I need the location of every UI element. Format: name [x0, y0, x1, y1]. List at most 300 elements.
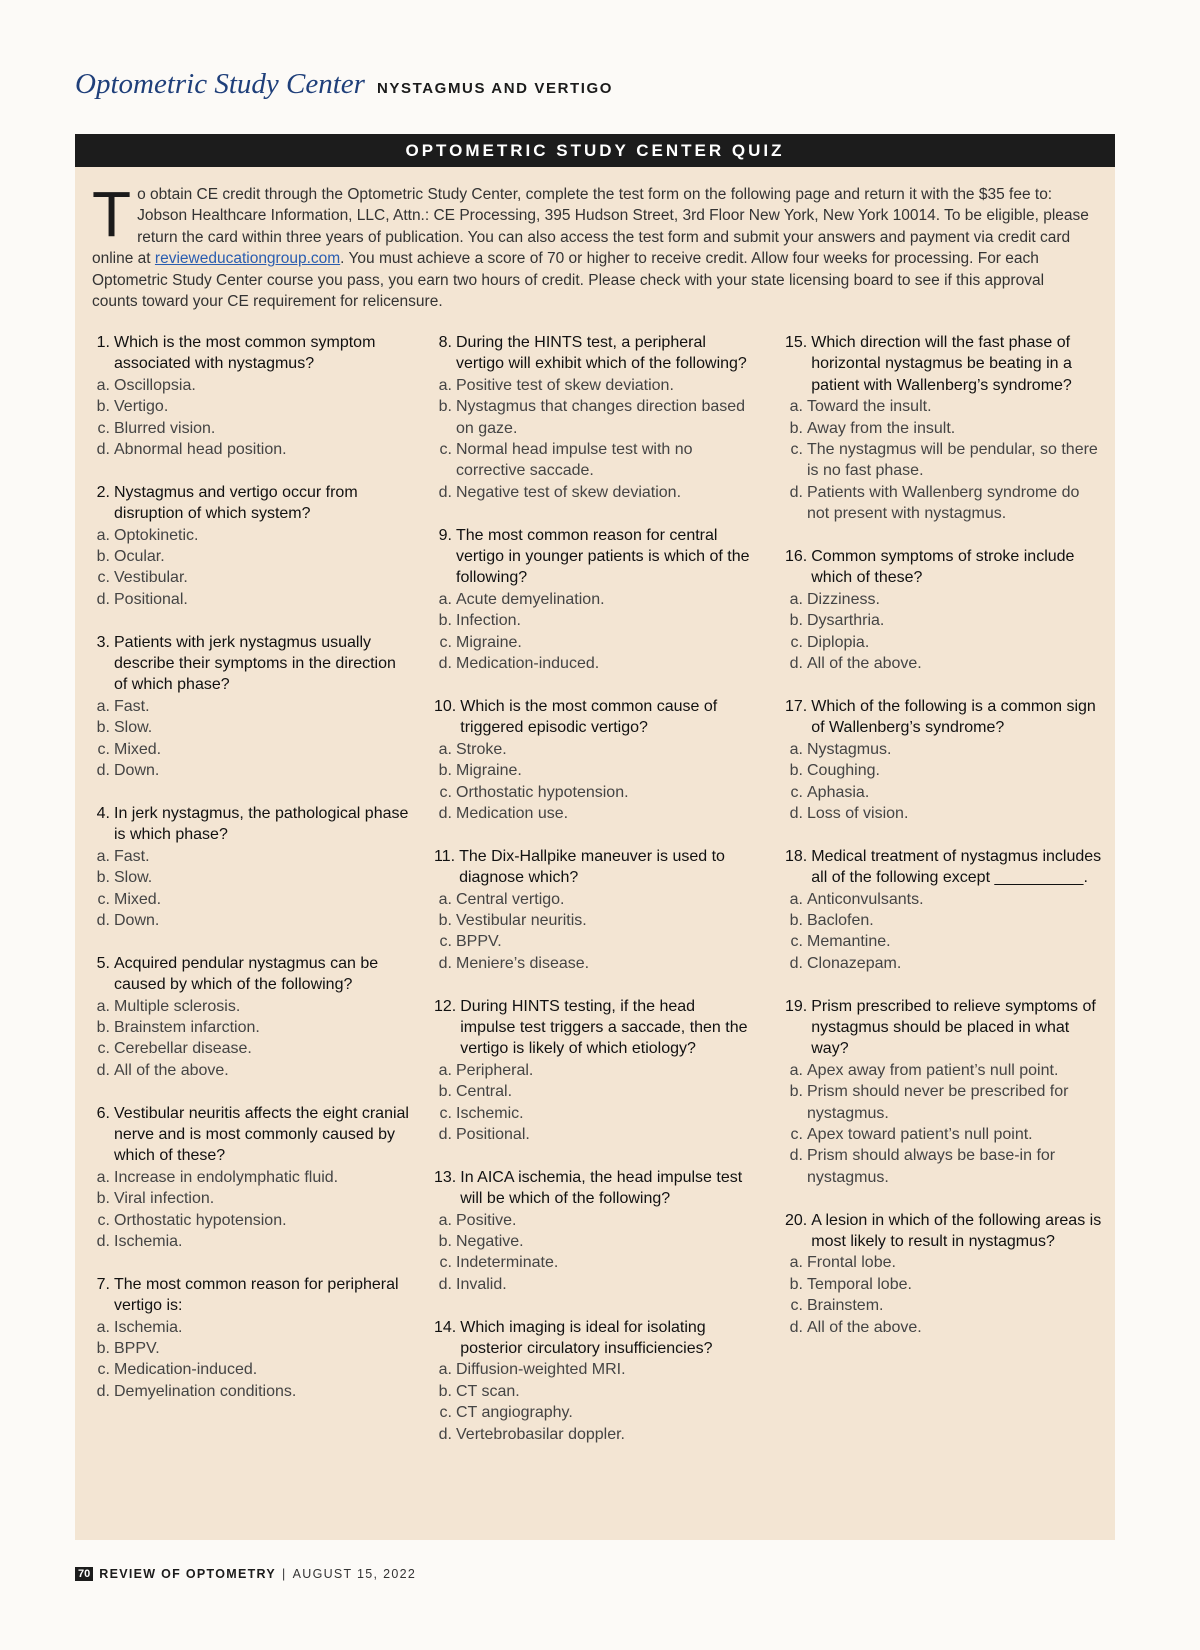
answer-option: [92, 1188, 410, 1209]
option-text: Loss of vision.: [807, 804, 909, 822]
question-text: Prism prescribed to relieve symptoms of nystagmus should be placed in what way?: [811, 997, 1096, 1058]
option-text: Optokinetic.: [114, 526, 199, 544]
question-stem: [434, 996, 754, 1060]
quiz-question: [92, 332, 410, 460]
option-text: Apex toward patient’s null point.: [807, 1125, 1033, 1143]
option-letter: d.: [438, 804, 452, 822]
option-letter: a.: [438, 890, 452, 908]
question-stem: [785, 996, 1105, 1060]
question-text: The most common reason for peripheral vertigo is:: [114, 1275, 399, 1315]
brand-title: Optometric Study Center: [75, 68, 365, 100]
option-letter: b.: [96, 398, 110, 416]
answer-option: [434, 482, 754, 503]
option-letter: a.: [789, 398, 803, 416]
option-letter: b.: [438, 1232, 452, 1250]
option-letter: d.: [789, 954, 803, 972]
option-letter: d.: [438, 954, 452, 972]
option-letter: a.: [438, 1061, 452, 1079]
answer-option: [785, 953, 1105, 974]
answer-option: [434, 1402, 754, 1423]
answer-option: [785, 589, 1105, 610]
option-letter: c.: [97, 1361, 110, 1379]
question-text: In jerk nystagmus, the pathological phase is which phase?: [114, 804, 409, 844]
option-letter: c.: [790, 933, 803, 951]
option-text: Mixed.: [114, 890, 162, 908]
question-text: In AICA ischemia, the head impulse test will be which of the following?: [460, 1168, 743, 1208]
answer-option: [785, 1081, 1105, 1124]
option-letter: a.: [438, 590, 452, 608]
option-letter: d.: [789, 655, 803, 673]
answer-option: [434, 1103, 754, 1124]
quiz-title-bar: [75, 134, 1115, 167]
magazine-name: REVIEW OF OPTOMETRY: [99, 1567, 277, 1581]
answer-option: [785, 632, 1105, 653]
option-letter: d.: [438, 1125, 452, 1143]
option-letter: b.: [96, 719, 110, 737]
quiz-question: [92, 803, 410, 931]
option-text: Slow.: [114, 719, 153, 737]
option-text: Positive.: [456, 1211, 517, 1229]
question-number: 13.: [434, 1168, 457, 1186]
option-text: Frontal lobe.: [807, 1254, 896, 1272]
option-text: Mixed.: [114, 740, 162, 758]
page-number: 70: [75, 1567, 93, 1581]
answer-option: [92, 696, 410, 717]
answer-option: [434, 375, 754, 396]
answer-option: [92, 567, 410, 588]
option-text: Medication-induced.: [456, 655, 600, 673]
option-text: Blurred vision.: [114, 419, 216, 437]
option-letter: a.: [96, 997, 110, 1015]
answer-option: [92, 1210, 410, 1231]
question-stem: [92, 953, 410, 996]
answer-option: [434, 1274, 754, 1295]
quiz-question: [785, 1210, 1105, 1338]
option-letter: b.: [789, 1083, 803, 1101]
question-stem: [785, 696, 1105, 739]
page-footer: [75, 1567, 416, 1581]
question-text: Which is the most common cause of triggered episodic vertigo?: [460, 697, 718, 737]
option-text: Nystagmus that changes direction based on gaze.: [456, 398, 746, 437]
option-letter: d.: [96, 1382, 110, 1400]
option-text: The nystagmus will be pendular, so there is no fast phase.: [807, 441, 1098, 480]
answer-option: [92, 1317, 410, 1338]
quiz-question: [92, 1274, 410, 1402]
question-number: 17.: [785, 697, 808, 715]
question-stem: [434, 332, 754, 375]
answer-option: [785, 482, 1105, 525]
option-letter: a.: [438, 376, 452, 394]
option-letter: c.: [790, 1125, 803, 1143]
quiz-question: [785, 546, 1105, 674]
option-letter: b.: [438, 612, 452, 630]
answer-option: [92, 1359, 410, 1380]
option-letter: b.: [438, 398, 452, 416]
option-text: Slow.: [114, 869, 153, 887]
option-text: Positive test of skew deviation.: [456, 376, 674, 394]
answer-option: [92, 1060, 410, 1081]
question-number: 1.: [96, 334, 110, 351]
option-letter: a.: [438, 1361, 452, 1379]
option-text: Apex away from patient’s null point.: [807, 1061, 1059, 1079]
question-stem: [434, 1167, 754, 1210]
option-letter: d.: [438, 1275, 452, 1293]
answer-option: [92, 760, 410, 781]
answer-option: [92, 396, 410, 417]
option-text: Viral infection.: [114, 1190, 215, 1208]
option-text: Abnormal head position.: [114, 441, 287, 459]
answer-option: [434, 953, 754, 974]
option-letter: d.: [438, 1425, 452, 1443]
option-letter: c.: [790, 1297, 803, 1315]
option-text: Temporal lobe.: [807, 1275, 912, 1293]
question-column-2: [434, 332, 754, 1466]
option-text: Anticonvulsants.: [807, 890, 924, 908]
answer-option: [92, 1381, 410, 1402]
option-letter: a.: [438, 740, 452, 758]
question-number: 14.: [434, 1318, 457, 1336]
question-stem: [785, 846, 1105, 889]
answer-option: [434, 396, 754, 439]
option-letter: c.: [790, 783, 803, 801]
answer-option: [92, 375, 410, 396]
question-number: 18.: [785, 847, 808, 865]
question-stem: [434, 846, 754, 889]
option-text: Brainstem.: [807, 1297, 884, 1315]
quiz-question: [434, 1317, 754, 1445]
option-letter: c.: [97, 740, 110, 758]
quiz-question: [434, 996, 754, 1146]
option-letter: b.: [96, 869, 110, 887]
option-letter: a.: [438, 1211, 452, 1229]
quiz-question: [92, 632, 410, 782]
option-letter: d.: [789, 1318, 803, 1336]
option-text: Clonazepam.: [807, 954, 902, 972]
answer-option: [434, 931, 754, 952]
option-letter: a.: [789, 1061, 803, 1079]
option-text: Fast.: [114, 697, 150, 715]
answer-option: [434, 760, 754, 781]
option-letter: b.: [96, 548, 110, 566]
answer-option: [434, 610, 754, 631]
option-letter: b.: [789, 911, 803, 929]
question-text: Which direction will the fast phase of horizontal nystagmus be beating in a patient with Wallenberg’s syndrome?: [811, 334, 1072, 394]
answer-option: [785, 910, 1105, 931]
option-text: Toward the insult.: [807, 398, 932, 416]
answer-option: [785, 931, 1105, 952]
answer-option: [785, 653, 1105, 674]
answer-option: [92, 717, 410, 738]
option-text: Meniere’s disease.: [456, 954, 590, 972]
option-text: Memantine.: [807, 933, 891, 951]
quiz-question: [92, 482, 410, 610]
quiz-title: OPTOMETRIC STUDY CENTER QUIZ: [405, 140, 785, 160]
option-letter: a.: [789, 590, 803, 608]
option-text: Migraine.: [456, 633, 522, 651]
option-text: Normal head impulse test with no corrective saccade.: [456, 441, 693, 480]
answer-option: [434, 1424, 754, 1445]
answer-option: [785, 782, 1105, 803]
footer-separator: |: [282, 1567, 287, 1581]
answer-option: [785, 803, 1105, 824]
question-number: 10.: [434, 697, 457, 715]
intro-paragraph: [92, 178, 1092, 312]
answer-option: [434, 889, 754, 910]
option-letter: b.: [789, 612, 803, 630]
intro-text-2: . You must achieve a score of 70 or higher to receive credit. Allow four weeks for processing. For each Optometric Study Center course you pass, you earn two hours of credit. Please check with your state licensing board to see if this approval counts toward your CE requirement for relicensure.: [92, 250, 1045, 311]
option-text: Diffusion-weighted MRI.: [456, 1361, 626, 1379]
option-text: Dysarthria.: [807, 612, 885, 630]
quiz-question: [434, 846, 754, 974]
option-letter: c.: [439, 933, 452, 951]
question-number: 16.: [785, 548, 808, 566]
question-text: Vestibular neuritis affects the eight cranial nerve and is most commonly caused by which of these?: [114, 1104, 409, 1165]
option-text: Infection.: [456, 612, 521, 630]
option-letter: b.: [438, 1382, 452, 1400]
option-letter: c.: [97, 569, 110, 587]
answer-option: [434, 739, 754, 760]
option-letter: d.: [438, 483, 452, 501]
option-letter: c.: [790, 633, 803, 651]
question-text: Which is the most common symptom associated with nystagmus?: [114, 334, 376, 373]
question-stem: [92, 632, 410, 696]
option-letter: c.: [439, 633, 452, 651]
option-letter: d.: [789, 1147, 803, 1165]
question-text: Acquired pendular nystagmus can be caused by which of the following?: [114, 954, 379, 994]
answer-option: [92, 1338, 410, 1359]
answer-option: [92, 546, 410, 567]
question-text: Which imaging is ideal for isolating posterior circulatory insufficiencies?: [460, 1318, 713, 1357]
answer-option: [434, 803, 754, 824]
question-text: Patients with jerk nystagmus usually describe their symptoms in the direction of which phase?: [114, 633, 396, 694]
answer-option: [434, 1231, 754, 1252]
question-number: 15.: [785, 334, 808, 351]
option-text: Demyelination conditions.: [114, 1382, 297, 1400]
option-text: CT scan.: [456, 1382, 520, 1400]
option-letter: d.: [96, 441, 110, 459]
option-text: Dizziness.: [807, 590, 880, 608]
option-text: Patients with Wallenberg syndrome do not present with nystagmus.: [807, 483, 1080, 523]
option-text: Peripheral.: [456, 1061, 534, 1079]
question-column-1: [92, 332, 410, 1424]
option-letter: c.: [97, 419, 110, 437]
option-letter: a.: [96, 847, 110, 865]
option-text: Multiple sclerosis.: [114, 997, 241, 1015]
option-letter: b.: [438, 911, 452, 929]
intro-text-1: o obtain CE credit through the Optometric Study Center, complete the test form on the following page and return it with the $35 fee to: Jobson Healthcare Information, LLC, Attn.: CE Processing, 395 Hudson Street, 3rd Floor New York, New York 10014. To be eligible, please return the card within three years of publication. You can also access the test form and submit your answers and payment via credit card online at: [92, 186, 1089, 268]
option-letter: d.: [96, 590, 110, 608]
option-text: CT angiography.: [456, 1404, 573, 1422]
answer-option: [92, 910, 410, 931]
question-stem: [92, 482, 410, 525]
option-text: Indeterminate.: [456, 1254, 559, 1272]
question-number: 7.: [96, 1275, 110, 1293]
question-stem: [434, 525, 754, 589]
option-text: Prism should never be prescribed for nystagmus.: [807, 1083, 1069, 1122]
answer-option: [785, 1060, 1105, 1081]
quiz-question: [434, 1167, 754, 1295]
option-text: Orthostatic hypotension.: [114, 1211, 287, 1229]
answer-option: [92, 739, 410, 760]
answer-option: [434, 782, 754, 803]
question-text: The Dix-Hallpike maneuver is used to diagnose which?: [459, 847, 725, 887]
quiz-question: [785, 846, 1105, 974]
option-letter: c.: [97, 1211, 110, 1229]
question-column-3: [785, 332, 1105, 1359]
option-letter: a.: [96, 1318, 110, 1336]
question-number: 20.: [785, 1211, 808, 1229]
option-text: Prism should always be base-in for nystagmus.: [807, 1147, 1056, 1186]
question-stem: [785, 1210, 1105, 1253]
answer-option: [434, 910, 754, 931]
option-text: Vestibular.: [114, 569, 188, 587]
option-letter: d.: [96, 762, 110, 780]
question-number: 9.: [438, 526, 452, 544]
answer-option: [434, 1081, 754, 1102]
answer-option: [785, 1124, 1105, 1145]
answer-option: [92, 846, 410, 867]
option-letter: a.: [789, 1254, 803, 1272]
option-letter: d.: [438, 655, 452, 673]
answer-option: [92, 525, 410, 546]
answer-option: [785, 1317, 1105, 1338]
option-letter: b.: [438, 1083, 452, 1101]
question-stem: [785, 332, 1105, 396]
option-letter: b.: [789, 1275, 803, 1293]
option-text: Aphasia.: [807, 783, 870, 801]
option-letter: a.: [96, 526, 110, 544]
quiz-question: [92, 953, 410, 1081]
option-letter: d.: [789, 483, 803, 501]
option-text: Negative.: [456, 1232, 524, 1250]
question-stem: [434, 1317, 754, 1360]
question-number: 5.: [96, 954, 110, 972]
answer-option: [785, 739, 1105, 760]
answer-option: [434, 589, 754, 610]
option-text: Oscillopsia.: [114, 376, 196, 394]
answer-option: [434, 1124, 754, 1145]
question-number: 3.: [96, 633, 110, 651]
question-stem: [785, 546, 1105, 589]
option-text: Vestibular neuritis.: [456, 911, 587, 929]
option-text: Acute demyelination.: [456, 590, 605, 608]
question-stem: [92, 1103, 410, 1167]
question-text: During the HINTS test, a peripheral vertigo will exhibit which of the following?: [456, 334, 747, 373]
question-text: During HINTS testing, if the head impulse test triggers a saccade, then the vertigo is likely of which etiology?: [460, 997, 748, 1058]
option-letter: a.: [96, 376, 110, 394]
option-letter: c.: [439, 441, 452, 459]
answer-option: [434, 632, 754, 653]
answer-option: [785, 889, 1105, 910]
question-text: A lesion in which of the following areas is most likely to result in nystagmus?: [811, 1211, 1102, 1250]
option-letter: a.: [96, 697, 110, 715]
option-letter: c.: [97, 1040, 110, 1058]
option-letter: b.: [789, 762, 803, 780]
option-text: Ischemia.: [114, 1318, 183, 1336]
education-link[interactable]: revieweducationgroup.com: [154, 250, 341, 268]
question-stem: [92, 332, 410, 375]
option-letter: b.: [96, 1340, 110, 1357]
option-text: Baclofen.: [807, 911, 874, 929]
option-letter: c.: [439, 1254, 452, 1272]
answer-option: [434, 653, 754, 674]
answer-option: [92, 1017, 410, 1038]
answer-option: [434, 1252, 754, 1273]
option-text: Negative test of skew deviation.: [456, 483, 682, 501]
option-text: All of the above.: [807, 655, 922, 673]
option-text: Invalid.: [456, 1275, 507, 1293]
option-text: Down.: [114, 911, 160, 929]
option-text: Migraine.: [456, 762, 522, 780]
option-letter: d.: [96, 1232, 110, 1250]
answer-option: [92, 889, 410, 910]
question-text: The most common reason for central vertigo in younger patients is which of the following?: [456, 526, 750, 587]
option-text: Down.: [114, 762, 160, 780]
option-letter: d.: [96, 1061, 110, 1079]
option-text: Away from the insult.: [807, 419, 956, 437]
option-text: Central vertigo.: [456, 890, 565, 908]
page-header: [75, 68, 613, 101]
answer-option: [434, 1381, 754, 1402]
answer-option: [785, 1145, 1105, 1188]
question-stem: [92, 1274, 410, 1317]
option-letter: c.: [439, 1404, 452, 1422]
issue-date: AUGUST 15, 2022: [292, 1567, 417, 1581]
drop-cap: T: [92, 178, 132, 250]
option-text: Orthostatic hypotension.: [456, 783, 629, 801]
option-letter: b.: [789, 419, 803, 437]
option-letter: c.: [439, 783, 452, 801]
answer-option: [92, 439, 410, 460]
quiz-question: [434, 696, 754, 824]
option-text: Positional.: [456, 1125, 530, 1143]
option-text: Central.: [456, 1083, 513, 1101]
option-text: Diplopia.: [807, 633, 870, 651]
option-text: BPPV.: [456, 933, 502, 951]
option-letter: a.: [789, 740, 803, 758]
quiz-question: [434, 332, 754, 503]
question-text: Which of the following is a common sign of Wallenberg’s syndrome?: [811, 697, 1096, 737]
option-letter: c.: [790, 441, 803, 459]
question-number: 11.: [434, 847, 456, 865]
question-number: 8.: [438, 334, 452, 351]
answer-option: [785, 1252, 1105, 1273]
question-number: 12.: [434, 997, 457, 1015]
option-letter: d.: [96, 911, 110, 929]
answer-option: [92, 996, 410, 1017]
quiz-question: [785, 696, 1105, 824]
answer-option: [92, 418, 410, 439]
answer-option: [92, 1167, 410, 1188]
answer-option: [92, 1231, 410, 1252]
option-text: Stroke.: [456, 740, 507, 758]
option-letter: c.: [439, 1104, 452, 1122]
option-text: All of the above.: [807, 1318, 922, 1336]
question-number: 2.: [96, 483, 110, 501]
option-letter: a.: [789, 890, 803, 908]
option-text: BPPV.: [114, 1340, 160, 1357]
quiz-question: [92, 1103, 410, 1253]
answer-option: [434, 1060, 754, 1081]
option-letter: c.: [97, 890, 110, 908]
answer-option: [785, 760, 1105, 781]
section-title: NYSTAGMUS AND VERTIGO: [376, 80, 614, 97]
question-number: 19.: [785, 997, 808, 1015]
question-text: Nystagmus and vertigo occur from disruption of which system?: [114, 483, 358, 523]
option-letter: b.: [96, 1018, 110, 1036]
option-letter: b.: [438, 762, 452, 780]
option-text: Positional.: [114, 590, 188, 608]
